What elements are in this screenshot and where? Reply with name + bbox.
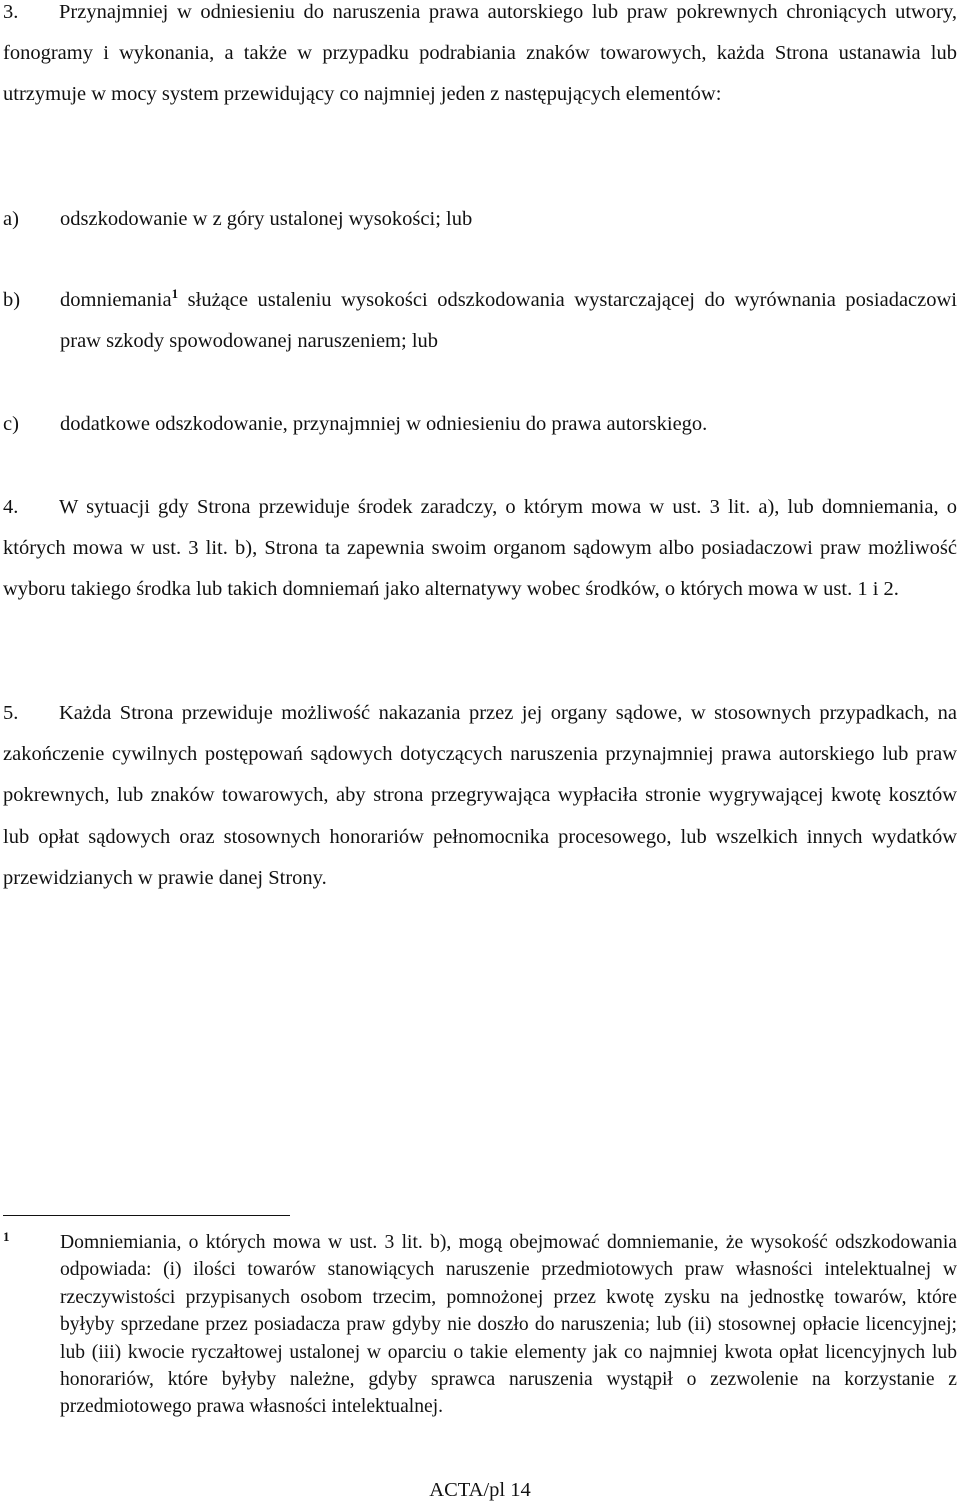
section-5-number: 5. <box>3 702 19 724</box>
list-item-b <box>3 280 957 362</box>
list-item-a-text: odszkodowanie w z góry ustalonej wysokości; lub <box>60 208 473 230</box>
list-item-a <box>3 199 957 240</box>
list-item-c-text: dodatkowe odszkodowanie, przynajmniej w odniesieniu do prawa autorskiego. <box>60 413 708 435</box>
page-footer: ACTA/pl 14 <box>429 1479 531 1501</box>
section-4-number: 4. <box>3 496 19 518</box>
section-4-paragraph <box>3 487 957 611</box>
list-item-c-label: c) <box>3 413 19 435</box>
section-5-text: Każda Strona przewiduje możliwość nakazania przez jej organy sądowe, w stosownych przypadkach, na zakończenie cywilnych postępowań sądowych dotyczących naruszenia przynajmniej prawa autorskiego lub praw pokrewnych, lub znaków towarowych, aby strona przegrywająca wypłaciła stronie wygrywającej kwotę kosztów lub opłat sądowych oraz stosownych honorariów pełnomocnika procesowego, lub wszelkich innych wydatków przewidzianych w prawie danej Strony. <box>3 702 957 889</box>
list-item-c <box>3 404 957 445</box>
section-4-text: W sytuacji gdy Strona przewiduje środek zaradczy, o którym mowa w ust. 3 lit. a), lub domniemania, o których mowa w ust. 3 lit. b), Strona ta zapewnia swoim organom sądowym albo posiadaczowi praw możliwość wyboru takiego środka lub takich domniemań jako alternatywy wobec środków, o których mowa w ust. 1 i 2. <box>3 496 957 601</box>
list-item-b-text-rest: służące ustaleniu wysokości odszkodowania wystarczającej do wyrównania posiadaczowi praw szkody spowodowanej naruszeniem; lub <box>60 289 957 353</box>
footnote-reference[interactable]: 1 <box>171 286 179 301</box>
list-item-a-label: a) <box>3 208 19 230</box>
footnote-separator <box>3 1215 290 1216</box>
section-5-paragraph <box>3 693 957 899</box>
section-3-number: 3. <box>3 1 19 23</box>
list-item-b-label: b) <box>3 289 21 311</box>
footnote <box>3 1229 957 1421</box>
footnote-mark: 1 <box>3 1229 10 1244</box>
section-3-paragraph <box>3 0 957 116</box>
list-item-b-text-start: domniemania <box>60 289 172 311</box>
section-3-text: Przynajmniej w odniesieniu do naruszenia prawa autorskiego lub praw pokrewnych chroniących utwory, fonogramy i wykonania, a także w przypadku podrabiania znaków towarowych, każda Strona ustanawia lub utrzymuje w mocy system przewidujący co najmniej jeden z następujących elementów: <box>3 1 957 106</box>
list-item-b-text <box>60 280 957 362</box>
footnote-text: Domniemiania, o których mowa w ust. 3 lit. b), mogą obejmować domniemanie, że wysokość odszkodowania odpowiada: (i) ilości towarów stanowiących naruszenie przedmiotowych praw własności intelektualnej w rzeczywistości przypisanych osobom trzecim, pomnożonej przez kwotę zysku na jednostkę towarów, które byłyby sprzedane przez posiadacza praw gdyby nie doszło do naruszenia; lub (ii) stosownej opłacie licencyjnej; lub (iii) kwocie ryczałtowej ustalonej w oparciu o takie elementy jak co najmniej kwota opłat licencyjnych lub honorariów, które byłyby należne, gdyby sprawca naruszenia wystąpił o zezwolenie na korzystanie z przedmiotowego prawa własności intelektualnej. <box>60 1232 957 1418</box>
